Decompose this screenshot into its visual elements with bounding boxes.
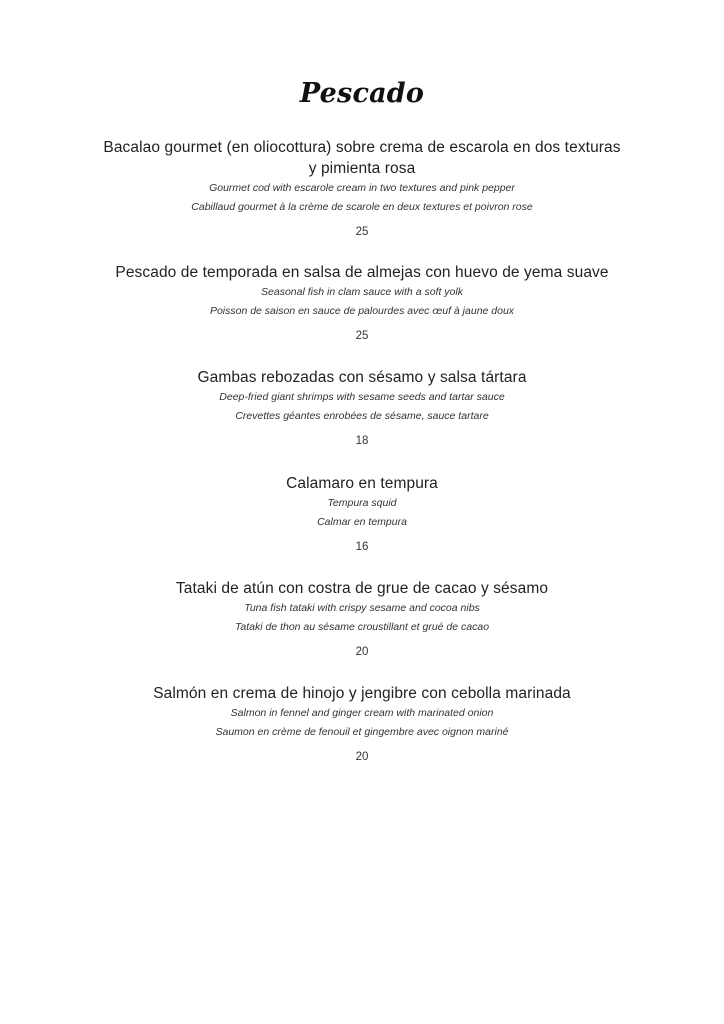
dish-name-english: Seasonal fish in clam sauce with a soft yolk	[261, 286, 463, 298]
menu-item	[100, 137, 624, 240]
menu-item	[100, 578, 624, 660]
dish-name: Gambas rebozadas con sésamo y salsa tártara	[197, 369, 527, 386]
dish-name-english: Salmon in fennel and ginger cream with marinated onion	[230, 707, 494, 719]
dish-name-english: Tempura squid	[327, 497, 397, 509]
dish-price: 20	[355, 751, 369, 763]
dish-name: Bacalao gourmet (en oliocottura) sobre crema de escarola en dos texturas y pimienta rosa	[103, 139, 621, 177]
menu-item	[100, 367, 624, 449]
dish-name-french: Crevettes géantes enrobées de sésame, sauce tartare	[235, 410, 489, 422]
dish-name: Tataki de atún con costra de grue de cacao y sésamo	[175, 580, 549, 597]
dish-name-french: Cabillaud gourmet à la crème de scarole en deux textures et poivron rose	[191, 201, 533, 213]
menu-item	[100, 473, 624, 555]
dish-name: Salmón en crema de hinojo y jengibre con cebolla marinada	[153, 685, 571, 702]
dish-price: 18	[355, 435, 369, 447]
dish-name-french: Poisson de saison en sauce de palourdes avec œuf à jaune doux	[209, 305, 515, 317]
dish-name-french: Tataki de thon au sésame croustillant et grué de cacao	[234, 621, 490, 633]
section-title: Pescado	[299, 78, 425, 109]
dish-name-french: Saumon en crème de fenouil et gingembre avec oignon mariné	[215, 726, 509, 738]
menu-item	[100, 683, 624, 765]
dish-name: Calamaro en tempura	[286, 475, 438, 492]
dish-name-english: Gourmet cod with escarole cream in two textures and pink pepper	[209, 182, 515, 194]
dish-name-english: Tuna fish tataki with crispy sesame and cocoa nibs	[244, 602, 480, 614]
dish-price: 25	[355, 330, 369, 342]
dish-price: 25	[355, 226, 369, 238]
menu-item	[100, 262, 624, 344]
dish-name-french: Calmar en tempura	[317, 516, 407, 528]
dish-price: 20	[355, 646, 369, 658]
dish-name-english: Deep-fried giant shrimps with sesame seeds and tartar sauce	[219, 391, 505, 403]
dish-price: 16	[355, 541, 369, 553]
dish-name: Pescado de temporada en salsa de almejas con huevo de yema suave	[115, 264, 609, 281]
